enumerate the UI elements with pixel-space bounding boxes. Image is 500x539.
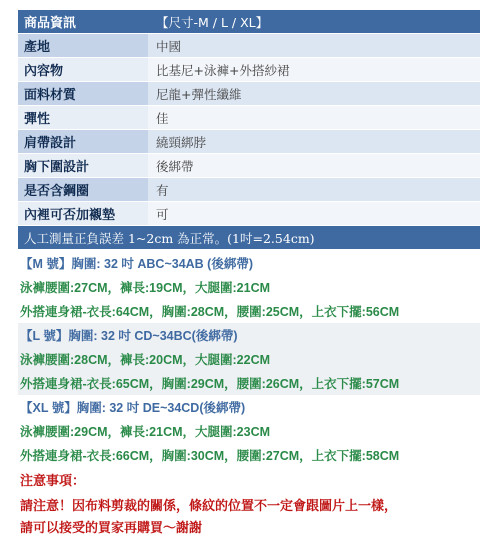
spec-header-row [18, 10, 480, 33]
size-swim-detail: 泳褲腰圍:29CM，褲長:21CM，大腿圍:23CM [20, 425, 271, 439]
spec-value: 比基尼+泳褲+外搭紗裙 [148, 58, 480, 81]
spec-label: 肩帶設計 [18, 130, 148, 153]
spec-row-origin [18, 34, 480, 57]
product-info-sheet [18, 10, 480, 539]
size-skirt-detail: 外搭連身裙-衣長:66CM，胸圍:30CM，腰圍:27CM，上衣下擺:58CM [20, 449, 400, 463]
spec-header-value: 【尺寸-M / L / XL】 [148, 10, 480, 33]
spec-row-elasticity [18, 106, 480, 129]
spec-value: 有 [148, 178, 480, 201]
spec-value: 可 [148, 202, 480, 225]
size-block-m [18, 251, 480, 323]
spec-row-underbust [18, 154, 480, 177]
notice-title: 注意事項： [20, 472, 86, 488]
spec-value: 繞頸綁脖 [148, 130, 480, 153]
size-skirt-detail: 外搭連身裙-衣長:65CM，胸圍:29CM，腰圍:26CM，上衣下擺:57CM [20, 377, 400, 391]
spec-row-padding [18, 202, 480, 225]
measure-banner: 人工測量正負誤差 1~2cm 為正常。(1吋=2.54cm) [18, 226, 480, 249]
notice-line-1: 請注意！因布料剪裁的關係，條紋的位置不一定會跟圖片上一樣， [20, 498, 398, 513]
spec-value: 後綁帶 [148, 154, 480, 177]
spec-label: 面料材質 [18, 82, 148, 105]
spec-label: 內裡可否加襯墊 [18, 202, 148, 225]
size-title: 【XL 號】胸圍: 32 吋 DE~34CD(後綁帶) [20, 401, 246, 415]
spec-row-strap [18, 130, 480, 153]
spec-row-material [18, 82, 480, 105]
spec-header-label: 商品資訊 [18, 10, 148, 33]
spec-row-contents [18, 58, 480, 81]
size-block-l [18, 323, 480, 395]
spec-label: 內容物 [18, 58, 148, 81]
size-swim-detail: 泳褲腰圍:28CM，褲長:20CM，大腿圍:22CM [20, 353, 271, 367]
size-title: 【L 號】胸圍: 32 吋 CD~34BC(後綁帶) [20, 329, 238, 343]
spec-label: 胸下圍設計 [18, 154, 148, 177]
notice-text [18, 495, 480, 539]
spec-value: 中國 [148, 34, 480, 57]
spec-label: 彈性 [18, 106, 148, 129]
spec-label: 是否含鋼圈 [18, 178, 148, 201]
size-title: 【M 號】胸圍: 32 吋 ABC~34AB (後綁帶) [20, 257, 254, 271]
notice-line-2: 請可以接受的買家再購買～謝謝 [20, 520, 203, 535]
spec-value: 尼龍+彈性纖維 [148, 82, 480, 105]
size-block-xl [18, 395, 480, 467]
size-skirt-detail: 外搭連身裙-衣長:64CM，胸圍:28CM，腰圍:25CM，上衣下擺:56CM [20, 305, 400, 319]
spec-label: 產地 [18, 34, 148, 57]
spec-value: 佳 [148, 106, 480, 129]
size-swim-detail: 泳褲腰圍:27CM，褲長:19CM，大腿圍:21CM [20, 281, 271, 295]
spec-row-underwire [18, 178, 480, 201]
